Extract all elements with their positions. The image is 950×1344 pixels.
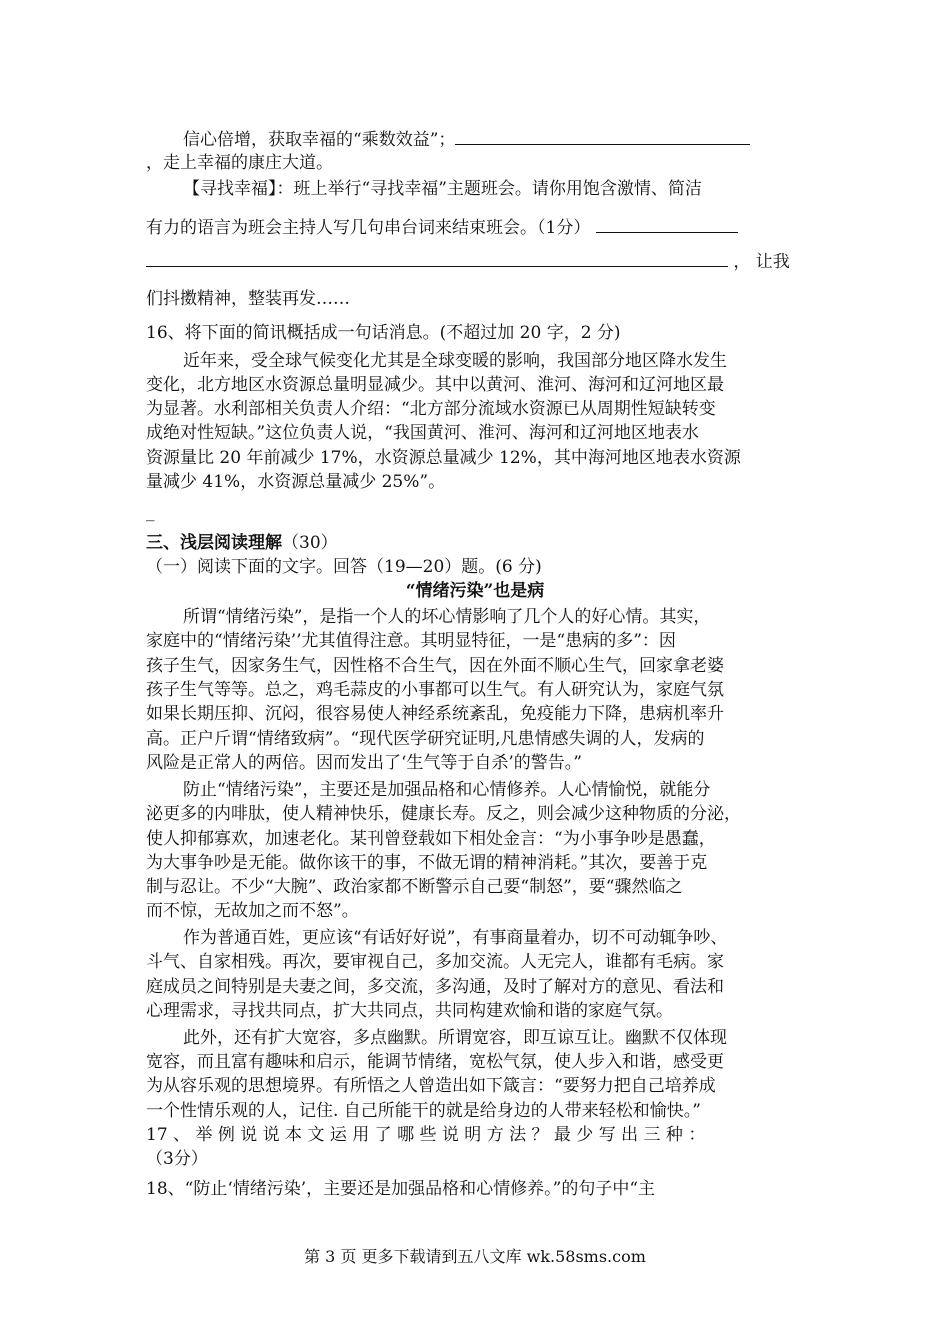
- line-let-us-text: ， 让我: [733, 252, 790, 272]
- article-line: 孩子生气等等。总之，鸡毛蒜皮的小事都可以生气。有人研究认为，家庭气氛: [146, 680, 724, 700]
- article-line: 制与忍让。不少“大腕”、政治家都不断警示自己要“制怒”，要“骤然临之: [146, 877, 683, 897]
- q16-title: 16、将下面的简讯概括成一句话消息。(不超过加 20 字，2 分): [146, 323, 621, 343]
- line-let-us: [146, 250, 790, 273]
- answer-dash: _: [146, 502, 155, 522]
- section3-heading-score: （30）: [282, 533, 338, 553]
- article-line: 风险是正常人的两倍。因而发出了‘生气等于自杀’的警告。”: [146, 753, 582, 773]
- page-footer: 第 3 页 更多下载请到五八文库 wk.58sms.com: [304, 1247, 646, 1266]
- line-refresh-spirit: 们抖擞精神，整装再发……: [146, 289, 350, 309]
- article-line: 宽容，而且富有趣味和启示，能调节情绪，宽松气氛，使人步入和谐，感受更: [146, 1052, 724, 1072]
- line-multiplier: [183, 128, 750, 151]
- q16-body-line: 为显著。水利部相关负责人介绍：“北方部分流域水资源已从周期性短缺转变: [146, 399, 716, 419]
- article-line: 一个性情乐观的人，记住. 自己所能干的就是给身边的人带来轻松和愉快。”: [146, 1101, 701, 1121]
- article-line: 泌更多的内啡肽，使人精神快乐，健康长寿。反之，则会减少这种物质的分泌，: [146, 804, 741, 824]
- q16-body-line: 变化，北方地区水资源总量明显减少。其中以黄河、淮河、海河和辽河地区最: [146, 375, 724, 395]
- article-line: 心理需求，寻找共同点，扩大共同点，共同构建欢愉和谐的家庭气氛。: [146, 1001, 673, 1021]
- find-happiness-line-1: 【寻找幸福】：班上举行“寻找幸福”主题班会。请你用饱含激情、简洁: [183, 179, 702, 199]
- section3-heading: [146, 532, 338, 554]
- line-multiplier-text: 信心倍增，获取幸福的“乘数效益”；: [183, 130, 456, 150]
- answer-blank[interactable]: [455, 128, 750, 145]
- q17-line-2: （3分）: [146, 1149, 208, 1169]
- article-line: 孩子生气，因家务生气，因性格不合生气，因在外面不顺心生气，回家拿老婆: [146, 656, 724, 676]
- article-line: 家庭中的“情绪污染’’尤其值得注意。其明显特征，一是“患病的多”：因: [146, 631, 676, 651]
- section3-heading-text: 三、浅层阅读理解: [146, 533, 282, 553]
- article-title: “情绪污染”也是病: [405, 581, 545, 601]
- article-line: 斗气、自家相残。再次，要审视自己，多加交流。人无完人，谁都有毛病。家: [146, 952, 724, 972]
- article-line: 为大事争吵是无能。做你该干的事，不做无谓的精神消耗。”其次，要善于克: [146, 853, 708, 873]
- article-line: 为从容乐观的思想境界。有所悟之人曾造出如下箴言：“要努力把自己培养成: [146, 1076, 716, 1096]
- section3-sub: （一）阅读下面的文字。回答（19—20）题。(6 分): [146, 557, 542, 577]
- article-line: 使人抑郁寡欢，加速老化。某刊曾登载如下相处金言：“为小事争吵是愚蠢，: [146, 829, 716, 849]
- q16-body-line: 量减少 41%，水资源总量减少 25%”。: [146, 472, 446, 492]
- answer-blank[interactable]: [596, 216, 738, 233]
- answer-blank[interactable]: [146, 250, 728, 267]
- article-line: 所谓“情绪污染”，是指一个人的坏心情影响了几个人的好心情。其实，: [183, 607, 711, 627]
- article-line: 作为普通百姓，更应该“有话好好说”，有事商量着办，切不可动辄争吵、: [183, 928, 728, 948]
- q16-body-line: 近年来，受全球气候变化尤其是全球变暖的影响，我国部分地区降水发生: [183, 351, 727, 371]
- article-line: 如果长期压抑、沉闷，很容易使人神经系统紊乱，免疫能力下降，患病机率升: [146, 704, 724, 724]
- q17-line-1: 17 、 举 例 说 说 本 文 运 用 了 哪 些 说 明 方 法 ？ 最 少 写 出 三 种 ：: [146, 1125, 706, 1145]
- find-happiness-line-2: [146, 216, 738, 239]
- article-line: 高。正户斤谓“情绪致病”。“现代医学研究证明,凡患情感失调的人，发病的: [146, 729, 705, 749]
- article-line: 此外，还有扩大宽容，多点幽默。所谓宽容，即互谅互让。幽默不仅体现: [183, 1028, 727, 1048]
- q16-body-line: 成绝对性短缺。”这位负责人说，“我国黄河、淮河、海河和辽河地区地表水: [146, 423, 699, 443]
- article-line: 防止“情绪污染”，主要还是加强品格和心情修养。人心情愉悦，就能分: [183, 780, 711, 800]
- q16-body-line: 资源量比 20 年前减少 17%，水资源总量减少 12%，其中海河地区地表水资源: [146, 448, 741, 468]
- q18-line: 18、“防止‘情绪污染’，主要还是加强品格和心情修养。”的句子中“主: [146, 1179, 656, 1199]
- find-happiness-line-2-text: 有力的语言为班会主持人写几句串台词来结束班会。（1分）: [146, 218, 591, 238]
- article-line: 而不惊，无故加之而不怒”。: [146, 901, 359, 921]
- line-happy-road: ，走上幸福的康庄大道。: [146, 153, 333, 173]
- article-line: 庭成员之间特别是夫妻之间，多交流，多沟通，及时了解对方的意见、看法和: [146, 977, 724, 997]
